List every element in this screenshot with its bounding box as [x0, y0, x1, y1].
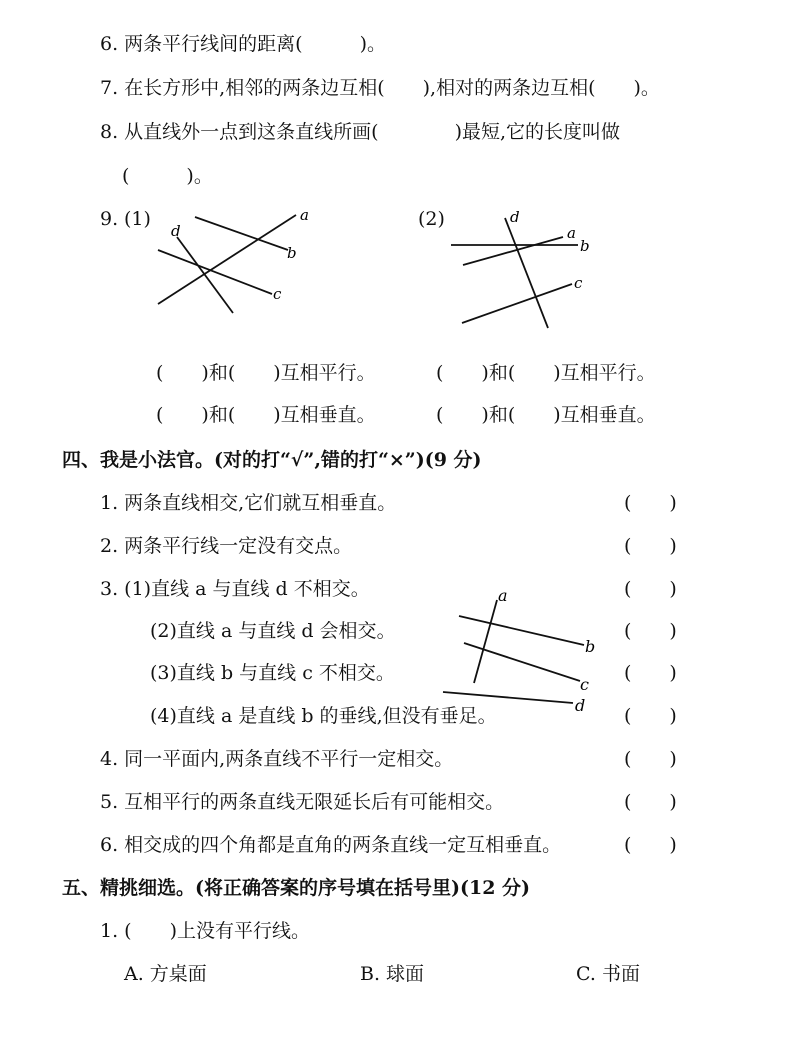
fig3-line-d — [443, 692, 573, 703]
s4-item-3-3: (3)直线 b 与直线 c 不相交。 — [150, 662, 395, 684]
answer-paren[interactable]: ( ) — [624, 705, 677, 727]
question-9-number: 9. — [100, 208, 119, 230]
s4-item-1: 1. 两条直线相交,它们就互相垂直。 — [100, 492, 397, 514]
fig2-label-d: d — [510, 208, 520, 226]
s4-item-3-1: 3. (1)直线 a 与直线 d 不相交。 — [100, 578, 370, 600]
s4-item-3-2: (2)直线 a 与直线 d 会相交。 — [150, 620, 396, 642]
answer-paren[interactable]: ( ) — [624, 578, 677, 600]
answer-paren[interactable]: ( ) — [624, 662, 677, 684]
fig2-label-b: b — [580, 237, 590, 255]
s4-item-4: 4. 同一平面内,两条直线不平行一定相交。 — [100, 748, 454, 770]
fig1-label-c: c — [273, 285, 282, 303]
fig2-label-c: c — [574, 274, 583, 292]
answer-paren[interactable]: ( ) — [624, 535, 677, 557]
fig3-label-c: c — [580, 675, 589, 694]
fig2-line-c — [462, 284, 572, 323]
fig1-label-b: b — [287, 244, 297, 262]
section-5-heading: 五、精挑细选。(将正确答案的序号填在括号里)(12 分) — [62, 877, 531, 899]
fig3-label-a: a — [498, 586, 508, 605]
question-7: 7. 在长方形中,相邻的两条边互相( ),相对的两条边互相( )。 — [100, 77, 660, 99]
fig3-label-d: d — [575, 696, 586, 715]
option-a[interactable]: A. 方桌面 — [124, 963, 207, 985]
s4-item-6: 6. 相交成的四个角都是直角的两条直线一定互相垂直。 — [100, 834, 562, 856]
fig2-label-a: a — [567, 224, 576, 242]
option-c[interactable]: C. 书面 — [576, 963, 640, 985]
fig3-line-a — [474, 600, 497, 683]
s5-question-1: 1. ( )上没有平行线。 — [100, 920, 310, 942]
s4-item-2: 2. 两条平行线一定没有交点。 — [100, 535, 353, 557]
question-9-row2-right: ( )和( )互相垂直。 — [436, 404, 656, 426]
s4-item-3-4: (4)直线 a 是直线 b 的垂线,但没有垂足。 — [150, 705, 497, 727]
answer-paren[interactable]: ( ) — [624, 492, 677, 514]
fig3-line-c — [464, 643, 580, 681]
question-9-row1-right: ( )和( )互相平行。 — [436, 362, 656, 384]
question-9-sub1-label: (1) — [124, 208, 151, 230]
question-9-row2-left: ( )和( )互相垂直。 — [156, 404, 376, 426]
section-4-heading: 四、我是小法官。(对的打“√”,错的打“×”)(9 分) — [62, 449, 482, 471]
fig3-line-b — [459, 616, 584, 645]
fig2-line-a — [463, 237, 563, 265]
question-6: 6. 两条平行线间的距离( )。 — [100, 33, 386, 55]
fig2-line-d — [505, 218, 548, 328]
fig1-label-a: a — [300, 206, 309, 224]
answer-paren[interactable]: ( ) — [624, 620, 677, 642]
fig1-line-b — [195, 217, 288, 250]
question-9-sub2-label: (2) — [418, 208, 445, 230]
question-8-line2: ( )。 — [122, 165, 213, 187]
answer-paren[interactable]: ( ) — [624, 791, 677, 813]
answer-paren[interactable]: ( ) — [624, 834, 677, 856]
s4-item-5: 5. 互相平行的两条直线无限延长后有可能相交。 — [100, 791, 505, 813]
answer-paren[interactable]: ( ) — [624, 748, 677, 770]
option-b[interactable]: B. 球面 — [360, 963, 425, 985]
question-8-line1: 8. 从直线外一点到这条直线所画( )最短,它的长度叫做 — [100, 121, 621, 143]
fig3-label-b: b — [585, 637, 596, 656]
question-9-row1-left: ( )和( )互相平行。 — [156, 362, 376, 384]
fig1-label-d: d — [171, 222, 181, 240]
